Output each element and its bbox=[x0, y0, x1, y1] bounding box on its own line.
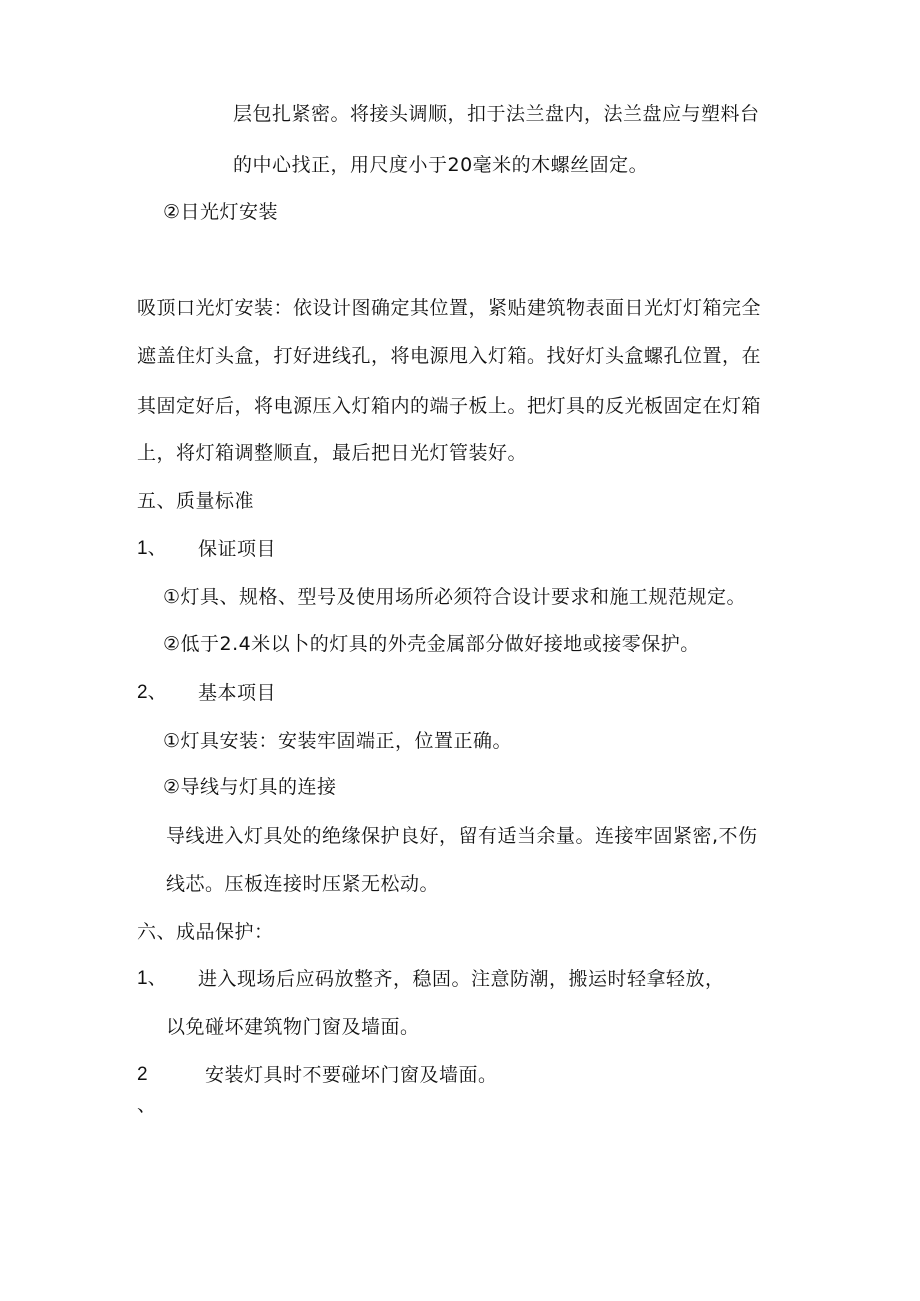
section-6-item-2-stray-mark: 、 bbox=[137, 1094, 157, 1116]
section-6-item-1-text-2: 以免碰坏建筑物门窗及墙面。 bbox=[166, 1016, 420, 1038]
section-6-item-2-number: 2 bbox=[137, 1064, 148, 1085]
paragraph-continuation-line-1: 层包扎紧密。将接头调顺，扣于法兰盘内，法兰盘应与塑料台 bbox=[233, 103, 760, 125]
section-5-item-2-sub-2: ②导线与灯具的连接 bbox=[163, 776, 337, 798]
fluorescent-text-line-3: 其固定好后，将电源压入灯箱内的端子板上。把灯具的反光板固定在灯箱 bbox=[137, 395, 762, 417]
fluorescent-text-line-2: 遮盖住灯头盒，打好进线孔，将电源甩入灯箱。找好灯头盒螺孔位置，在 bbox=[137, 345, 762, 367]
section-5-item-1-title: 保证项目 bbox=[198, 538, 277, 560]
section-5-item-2-sub-1: ①灯具安装：安装牢固端正，位置正确。 bbox=[163, 730, 513, 752]
section-6-item-2-text: 安装灯具时不要碰坏门窗及墙面。 bbox=[205, 1064, 498, 1086]
fluorescent-text-line-4: 上，将灯箱调整顺直，最后把日光灯管装好。 bbox=[137, 442, 528, 464]
fluorescent-text-line-1: 吸顶口光灯安装：依设计图确定其位置，紧贴建筑物表面日光灯灯箱完全 bbox=[137, 297, 762, 319]
section-5-item-1-sub-2: ②低于2.4米以卜的灯具的外壳金属部分做好接地或接零保护。 bbox=[163, 633, 700, 655]
section-5-heading: 五、质量标准 bbox=[137, 490, 255, 512]
section-6-item-1-number: 1、 bbox=[137, 968, 167, 989]
section-5-item-2-number: 2、 bbox=[137, 682, 167, 703]
section-5-item-1-number: 1、 bbox=[137, 538, 167, 559]
section-6-item-1-text-1: 进入现场后应码放整齐，稳固。注意防潮，搬运时轻拿轻放， bbox=[198, 968, 725, 990]
paragraph-continuation-line-2: 的中心找正，用尺度小于20毫米的木螺丝固定。 bbox=[233, 154, 649, 176]
section-5-item-2-text-1: 导线进入灯具处的绝缘保护良好，留有适当余量。连接牢固紧密,不伤 bbox=[166, 825, 758, 847]
section-5-item-2-text-2: 线芯。压板连接时压紧无松动。 bbox=[166, 873, 440, 895]
sub-item-fluorescent-install: ②日光灯安装 bbox=[163, 201, 279, 223]
section-6-heading: 六、成品保护： bbox=[137, 921, 274, 943]
section-5-item-2-title: 基本项目 bbox=[198, 682, 277, 704]
section-5-item-1-sub-1: ①灯具、规格、型号及使用场所必须符合设计要求和施工规范规定。 bbox=[163, 586, 747, 608]
